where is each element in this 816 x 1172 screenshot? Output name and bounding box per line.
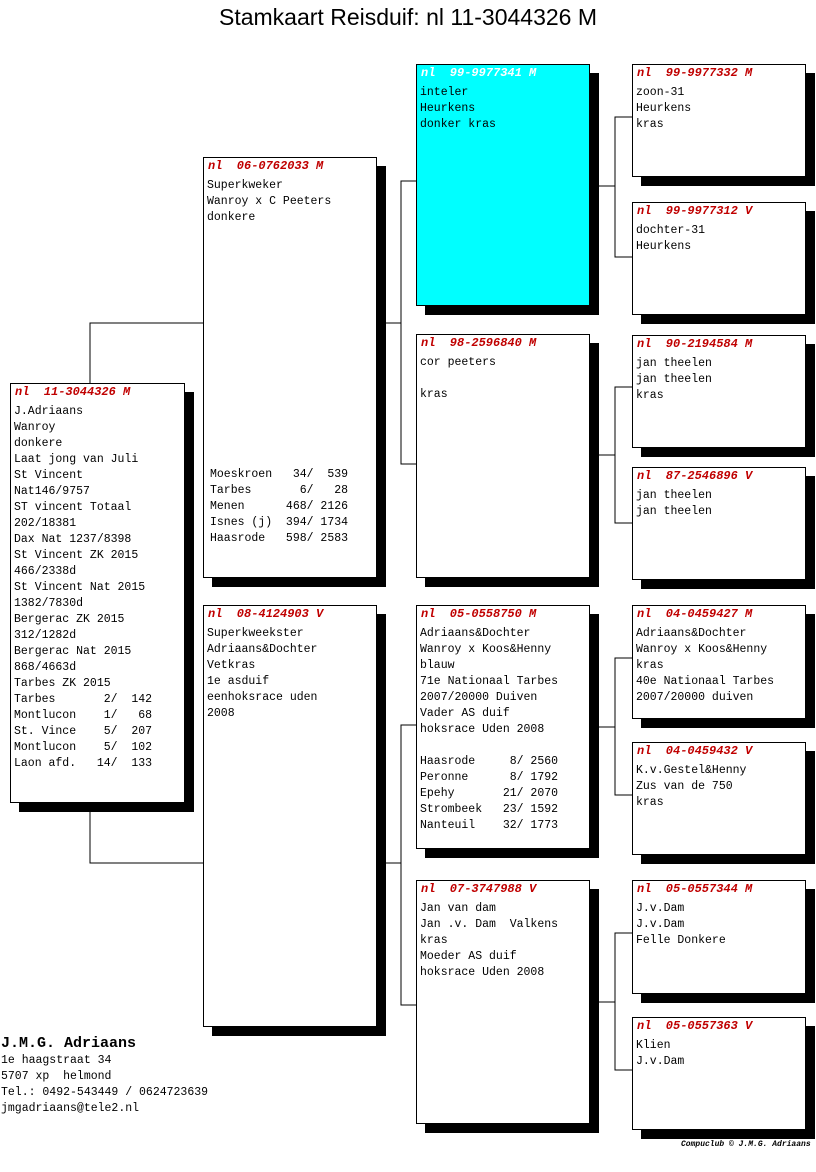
info-line: Menen 468/ 2126 [210,500,349,513]
info-line: Strombeek 23/ 1592 [420,803,559,816]
info-line: Bergerac ZK 2015 [14,613,125,626]
software-credit: Compuclub © J.M.G. Adriaans [681,1140,811,1149]
owner-info [1,1035,208,1117]
info-line: Nat146/9757 [14,485,90,498]
bird-info [633,356,805,404]
info-line: Dax Nat 1237/8398 [14,533,132,546]
bird-card-ff[interactable] [416,64,590,306]
bird-card-fmf[interactable] [632,335,806,448]
info-line: Tarbes ZK 2015 [14,677,111,690]
info-line: Moeder AS duif [420,950,517,963]
info-line: Heurkens [636,240,692,253]
info-line: Nanteuil 32/ 1773 [420,819,559,832]
page-title: Stamkaart Reisduif: nl 11-3044326 M [219,4,597,30]
owner-email: jmgadriaans@tele2.nl [1,1102,140,1115]
info-line: St Vincent Nat 2015 [14,581,146,594]
bird-card-ffm[interactable] [632,202,806,315]
ring-number: nl 07-3747988 V [421,882,537,896]
info-line [417,738,589,754]
info-line: Zus van de 750 [636,780,733,793]
info-line: Adriaans&Dochter [207,643,318,656]
info-line: Heurkens [636,102,692,115]
info-line: St Vincent [14,469,84,482]
info-line: donker kras [420,118,496,131]
info-line: 2007/20000 duiven [636,691,754,704]
connector-ff-parents [615,117,632,257]
bird-info [633,223,805,255]
info-line: Haasrode 8/ 2560 [420,755,559,768]
bird-info [417,901,589,981]
info-line: kras [420,388,448,401]
info-line: donkere [207,211,256,224]
bird-info [11,404,184,772]
info-line: kras [636,118,664,131]
bird-info [204,626,376,722]
info-line: hoksrace Uden 2008 [420,966,545,979]
connector-father-parents [401,181,416,464]
bird-info [633,626,805,706]
info-line [417,371,589,387]
info-line: Adriaans&Dochter [636,627,747,640]
info-line: Haasrode 598/ 2583 [210,532,349,545]
info-line: zoon-31 [636,86,685,99]
connector-mm-parents [615,933,632,1070]
info-line: hoksrace Uden 2008 [420,723,545,736]
owner-postcode-city: 5707 xp helmond [1,1070,112,1083]
ring-number: nl 99-9977341 M [421,66,537,80]
info-line: Felle Donkere [636,934,726,947]
race-results [207,467,351,547]
connector-mf-parents [615,658,632,795]
ring-number: nl 05-0557344 M [637,882,753,896]
ring-number: nl 98-2596840 M [421,336,537,350]
info-line: 868/4663d [14,661,77,674]
connector-mother-parents [401,725,416,1005]
info-line: Vader AS duif [420,707,510,720]
info-line: Adriaans&Dochter [420,627,531,640]
bird-info [633,85,805,133]
info-line: blauw [420,659,455,672]
info-line: Epehy 21/ 2070 [420,787,559,800]
ring-number: nl 90-2194584 M [637,337,753,351]
info-line: J.v.Dam [636,902,685,915]
ring-number: nl 04-0459427 M [637,607,753,621]
bird-info [633,488,805,520]
info-line: Tarbes 2/ 142 [14,693,153,706]
info-line: Montlucon 5/ 102 [14,741,153,754]
bird-info [633,1038,805,1070]
info-line: Tarbes 6/ 28 [210,484,349,497]
info-line: kras [636,659,664,672]
info-line: Heurkens [420,102,476,115]
info-line: 40e Nationaal Tarbes [636,675,775,688]
bird-card-fff[interactable] [632,64,806,177]
info-line: 2008 [207,707,235,720]
ring-number: nl 04-0459432 V [637,744,753,758]
info-line: cor peeters [420,356,496,369]
info-line: Klien [636,1039,671,1052]
info-line: Jan .v. Dam Valkens [420,918,559,931]
info-line: Laon afd. 14/ 133 [14,757,153,770]
info-line: J.Adriaans [14,405,84,418]
bird-info [417,626,589,834]
ring-number: nl 06-0762033 M [208,159,324,173]
info-line: eenhoksrace uden [207,691,318,704]
connector-fm-parents [615,387,632,523]
info-line: 2007/20000 Duiven [420,691,538,704]
owner-address-line: 1e haagstraat 34 [1,1054,112,1067]
info-line: 1e asduif [207,675,270,688]
ring-number: nl 05-0557363 V [637,1019,753,1033]
bird-card-mmf[interactable] [632,880,806,994]
info-line: jan theelen [636,489,712,502]
info-line: kras [420,934,448,947]
info-line: Superkweker [207,179,283,192]
info-line: 466/2338d [14,565,77,578]
info-line: Montlucon 1/ 68 [14,709,153,722]
info-line: Vetkras [207,659,256,672]
info-line: 312/1282d [14,629,77,642]
bird-info [417,355,589,403]
bird-info [204,178,376,226]
info-line: donkere [14,437,63,450]
info-line: Bergerac Nat 2015 [14,645,132,658]
info-line: inteler [420,86,469,99]
bird-card-subject[interactable] [10,383,185,803]
ring-number: nl 11-3044326 M [15,385,131,399]
ring-number: nl 05-0558750 M [421,607,537,621]
info-line: Wanroy [14,421,56,434]
info-line: kras [636,389,664,402]
info-line: Isnes (j) 394/ 1734 [210,516,349,529]
info-line: Moeskroen 34/ 539 [210,468,349,481]
info-line: St Vincent ZK 2015 [14,549,139,562]
bird-card-mf[interactable] [416,605,590,849]
info-line: 1382/7830d [14,597,84,610]
bird-card-father[interactable] [203,157,377,578]
info-line: jan theelen [636,373,712,386]
bird-info [633,901,805,949]
info-line: Peronne 8/ 1792 [420,771,559,784]
info-line: St. Vince 5/ 207 [14,725,153,738]
bird-info [417,85,589,133]
info-line: J.v.Dam [636,918,685,931]
ring-number: nl 99-9977312 V [637,204,753,218]
info-line: Wanroy x C Peeters [207,195,332,208]
bird-card-fm[interactable] [416,334,590,578]
owner-name: J.M.G. Adriaans [1,1035,137,1052]
connector-subject-father [90,323,204,383]
bird-card-fmm[interactable] [632,467,806,580]
bird-card-mff[interactable] [632,605,806,719]
info-line: Wanroy x Koos&Henny [420,643,552,656]
info-line: dochter-31 [636,224,706,237]
bird-card-mmm[interactable] [632,1017,806,1130]
info-line: Laat jong van Juli [14,453,139,466]
ring-number: nl 08-4124903 V [208,607,324,621]
bird-info [633,763,805,811]
info-line: J.v.Dam [636,1055,685,1068]
ring-number: nl 87-2546896 V [637,469,753,483]
info-line: ST vincent Totaal [14,501,132,514]
bird-card-mfm[interactable] [632,742,806,855]
info-line: kras [636,796,664,809]
connector-subject-mother [90,803,204,863]
info-line: 71e Nationaal Tarbes [420,675,559,688]
bird-card-mother[interactable] [203,605,377,1027]
info-line: Jan van dam [420,902,496,915]
info-line: Superkweekster [207,627,304,640]
info-line: jan theelen [636,505,712,518]
info-line: K.v.Gestel&Henny [636,764,747,777]
ring-number: nl 99-9977332 M [637,66,753,80]
bird-card-mm[interactable] [416,880,590,1124]
info-line: 202/18381 [14,517,77,530]
info-line: Wanroy x Koos&Henny [636,643,768,656]
info-line: jan theelen [636,357,712,370]
owner-phone: Tel.: 0492-543449 / 0624723639 [1,1086,209,1099]
